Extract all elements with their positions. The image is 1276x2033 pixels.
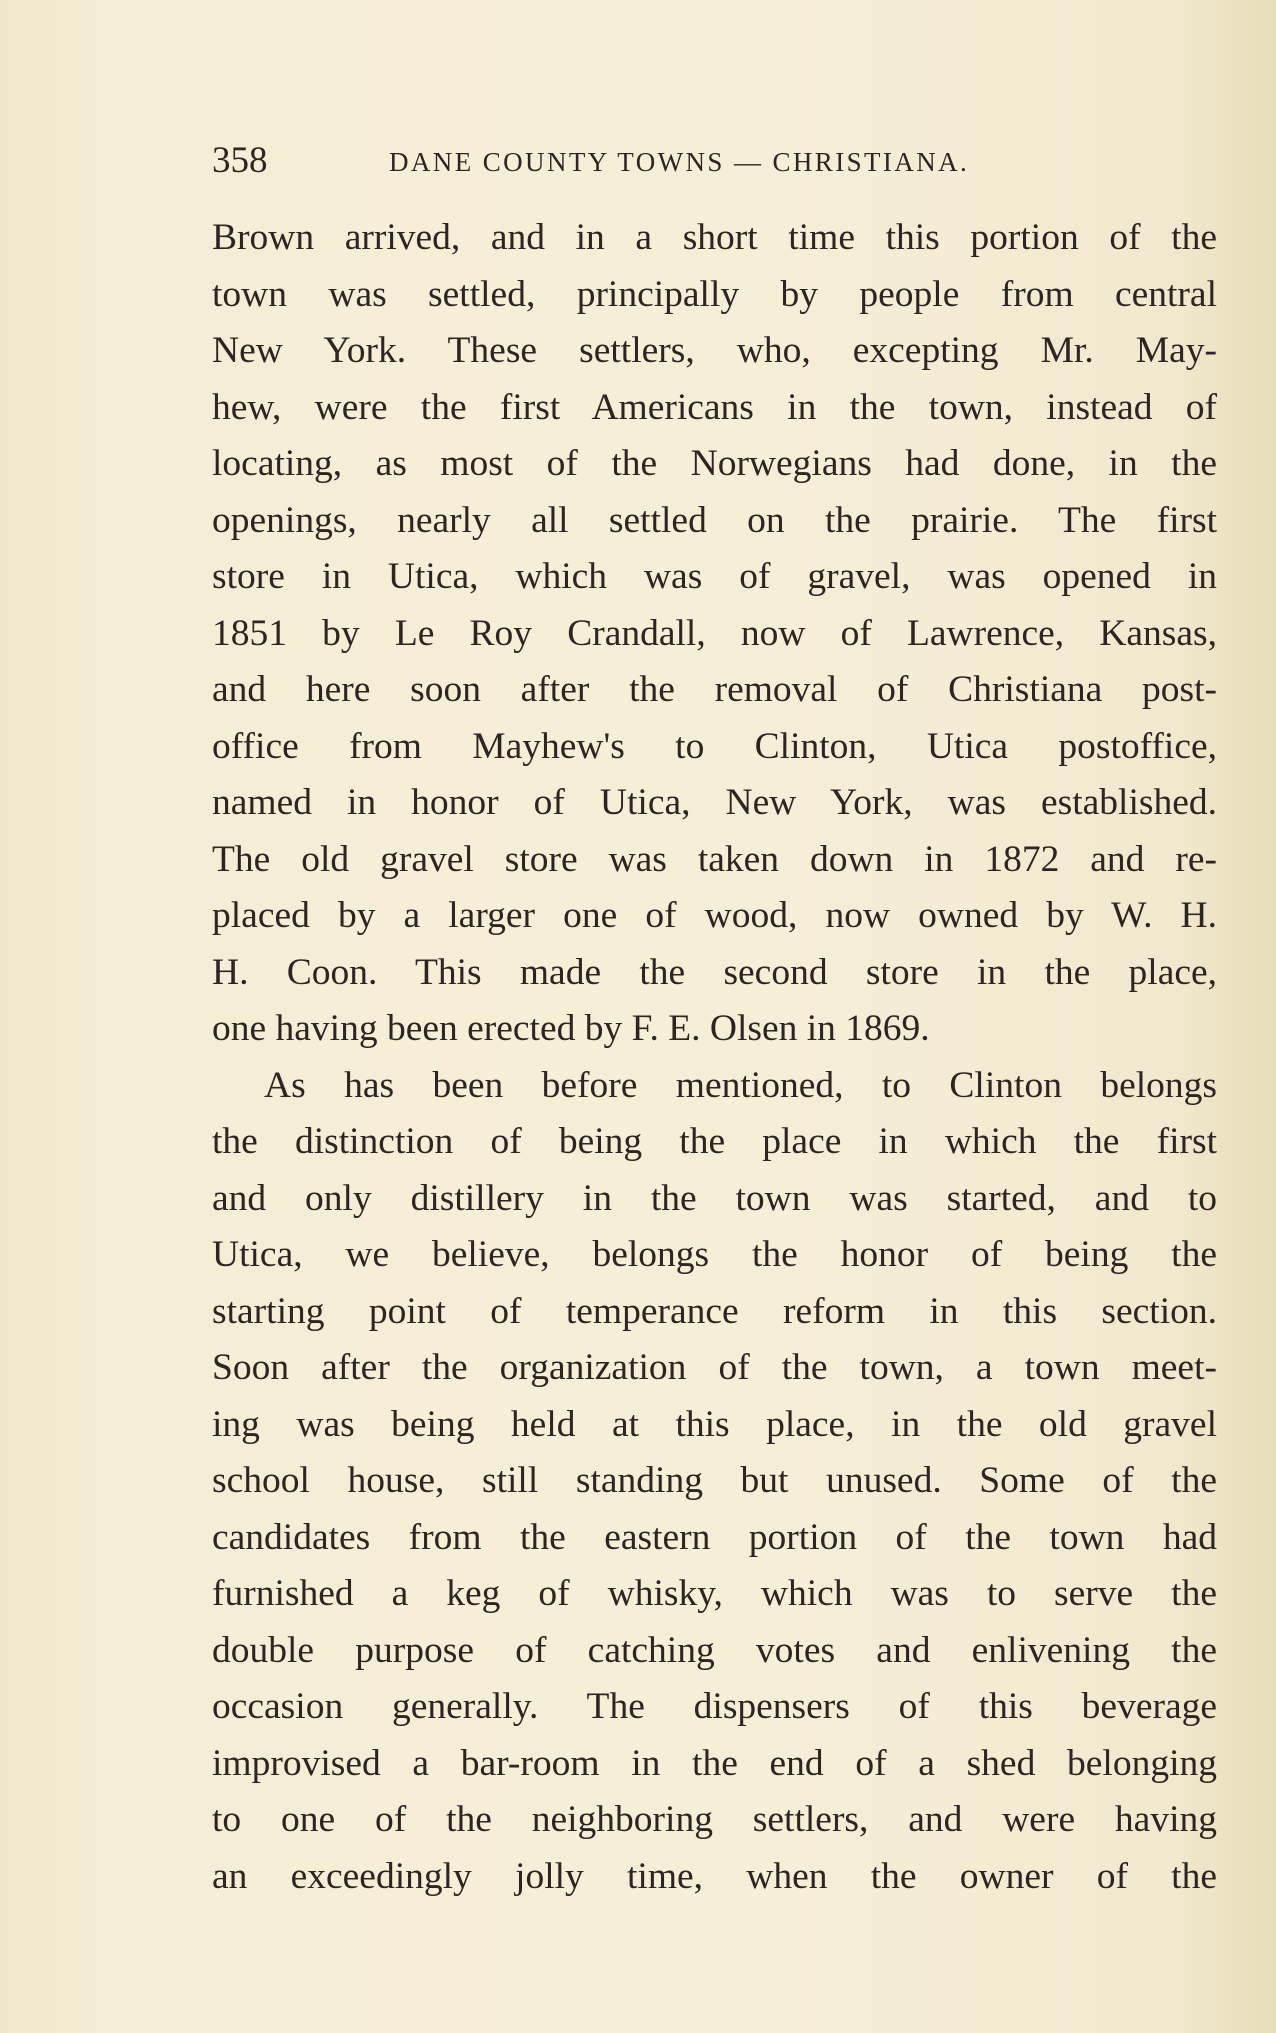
- text-line: the distinction of being the place in which the first: [212, 1121, 1217, 1162]
- text-line: to one of the neighboring settlers, and were having: [212, 1799, 1217, 1840]
- text-line: locating, as most of the Norwegians had done, in the: [212, 443, 1217, 484]
- paragraph: [212, 1058, 1217, 1906]
- paragraph: [212, 210, 1217, 1058]
- text-line: furnished a keg of whisky, which was to serve the: [212, 1573, 1217, 1614]
- page-number: 358: [212, 140, 268, 181]
- text-line: As has been before mentioned, to Clinton belongs: [264, 1064, 1217, 1106]
- text-line: starting point of temperance reform in this section.: [212, 1290, 1217, 1332]
- text-line: placed by a larger one of wood, now owned by W. H.: [212, 895, 1217, 936]
- text-line: named in honor of Utica, New York, was established.: [212, 782, 1217, 823]
- text-line: double purpose of catching votes and enlivening the: [212, 1629, 1217, 1671]
- text-line: Soon after the organization of the town, a town meet-: [212, 1347, 1217, 1388]
- text-line: and only distillery in the town was started, and to: [212, 1177, 1217, 1219]
- text-line: an exceedingly jolly time, when the owner of the: [212, 1855, 1217, 1897]
- text-line: and here soon after the removal of Christiana post-: [212, 669, 1217, 710]
- text-line: hew, were the first Americans in the town, instead of: [212, 386, 1217, 428]
- text-line: H. Coon. This made the second store in the place,: [212, 951, 1217, 993]
- text-line: 1851 by Le Roy Crandall, now of Lawrence, Kansas,: [212, 612, 1217, 654]
- text-line: store in Utica, which was of gravel, was opened in: [212, 556, 1217, 597]
- text-line: New York. These settlers, who, excepting Mr. May-: [212, 330, 1217, 371]
- text-line: school house, still standing but unused. Some of the: [212, 1460, 1217, 1501]
- text-line: town was settled, principally by people from central: [212, 273, 1217, 315]
- text-line: The old gravel store was taken down in 1872 and re-: [212, 838, 1217, 880]
- text-line: candidates from the eastern portion of the town had: [212, 1516, 1217, 1558]
- text-line: Brown arrived, and in a short time this portion of the: [212, 217, 1217, 258]
- text-line: improvised a bar-room in the end of a shed belonging: [212, 1742, 1217, 1784]
- text-line: Utica, we believe, belongs the honor of being the: [212, 1234, 1217, 1275]
- text-line: ing was being held at this place, in the old gravel: [212, 1403, 1217, 1445]
- text-line: openings, nearly all settled on the prairie. The first: [212, 499, 1217, 541]
- text-line: occasion generally. The dispensers of this beverage: [212, 1686, 1217, 1727]
- text-line: one having been erected by F. E. Olsen in 1869.: [212, 1008, 930, 1049]
- running-head: DANE COUNTY TOWNS — CHRISTIANA.: [389, 147, 970, 177]
- body-text: [212, 210, 1217, 1905]
- text-line: office from Mayhew's to Clinton, Utica postoffice,: [212, 725, 1217, 767]
- page-header: [212, 136, 1222, 186]
